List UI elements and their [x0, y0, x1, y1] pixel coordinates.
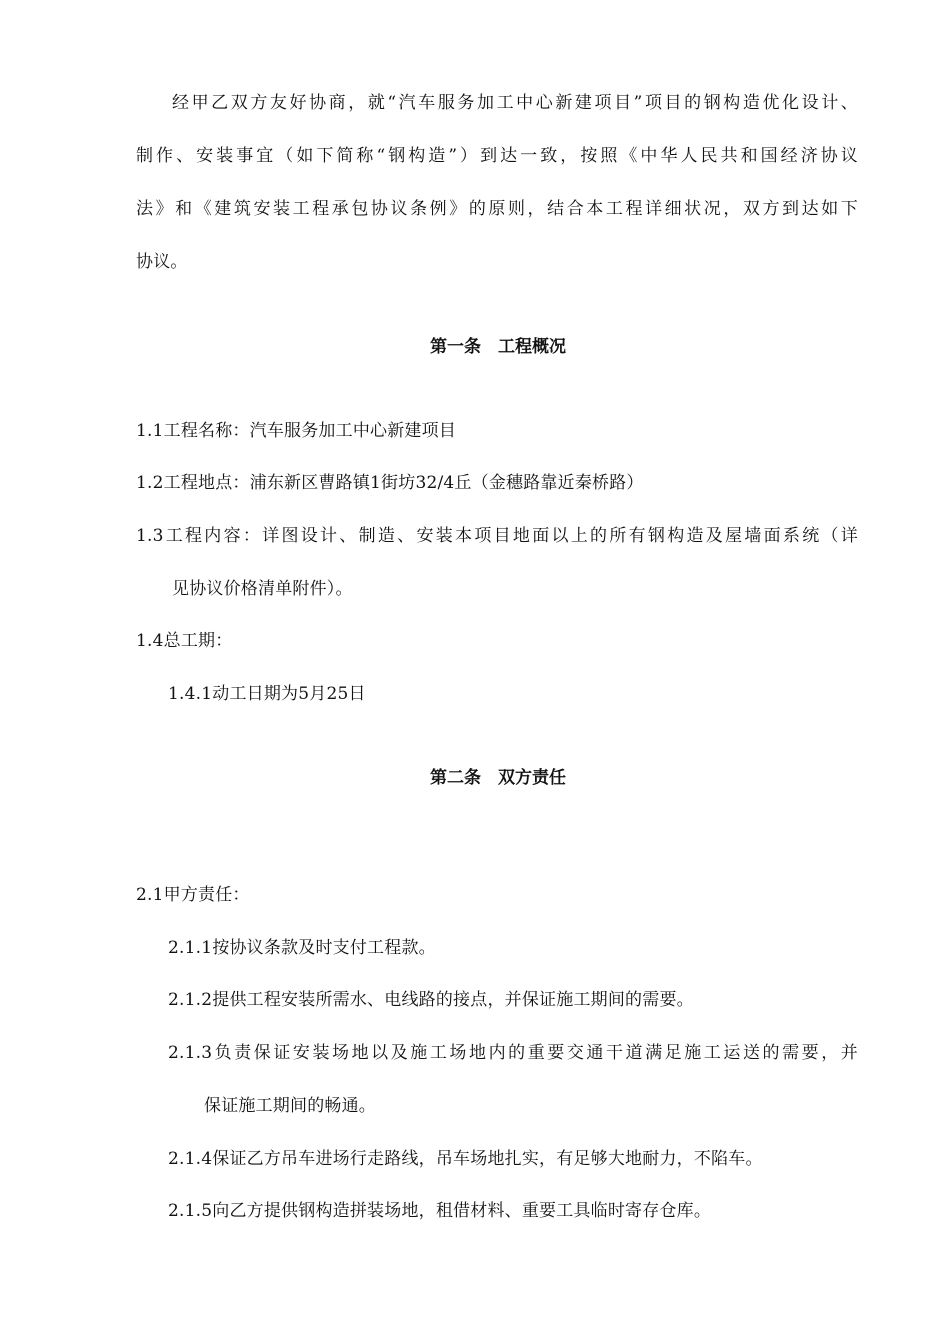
article-1-title: 第一条 工程概况	[430, 337, 566, 357]
intro-line-2: 制作、安装事宜（如下简称“钢构造”）到达一致，按照《中华人民共和国经济协议	[136, 146, 858, 166]
article-2-title: 第二条 双方责任	[430, 768, 566, 788]
item-2-1-5: 2.1.5向乙方提供钢构造拼装场地，租借材料、重要工具临时寄存仓库。	[168, 1201, 712, 1221]
item-1-3-line-1: 1.3工程内容：详图设计、制造、安装本项目地面以上的所有钢构造及屋墙面系统（详	[136, 526, 858, 546]
item-1-4-1: 1.4.1动工日期为5月25日	[168, 684, 366, 704]
item-1-1: 1.1工程名称：汽车服务加工中心新建项目	[136, 421, 457, 441]
item-2-1-4: 2.1.4保证乙方吊车进场行走路线，吊车场地扎实，有足够大地耐力，不陷车。	[168, 1149, 763, 1169]
intro-line-4: 协议。	[136, 252, 188, 272]
item-2-1-3-line-2: 保证施工期间的畅通。	[204, 1096, 376, 1116]
item-2-1-3-line-1: 2.1.3负责保证安装场地以及施工场地内的重要交通干道满足施工运送的需要，并	[168, 1043, 858, 1063]
item-1-3-line-2: 见协议价格清单附件）。	[172, 579, 353, 599]
item-2-1-1: 2.1.1按协议条款及时支付工程款。	[168, 938, 436, 958]
intro-line-1: 经甲乙双方友好协商，就“汽车服务加工中心新建项目”项目的钢构造优化设计、	[172, 93, 858, 113]
intro-line-3: 法》和《建筑安装工程承包协议条例》的原则，结合本工程详细状况，双方到达如下	[136, 199, 858, 219]
item-1-2: 1.2工程地点：浦东新区曹路镇1街坊32/4丘（金穗路靠近秦桥路）	[136, 473, 644, 493]
item-2-1: 2.1甲方责任：	[136, 885, 250, 905]
item-1-4: 1.4总工期：	[136, 631, 233, 651]
item-2-1-2: 2.1.2提供工程安装所需水、电线路的接点，并保证施工期间的需要。	[168, 990, 694, 1010]
